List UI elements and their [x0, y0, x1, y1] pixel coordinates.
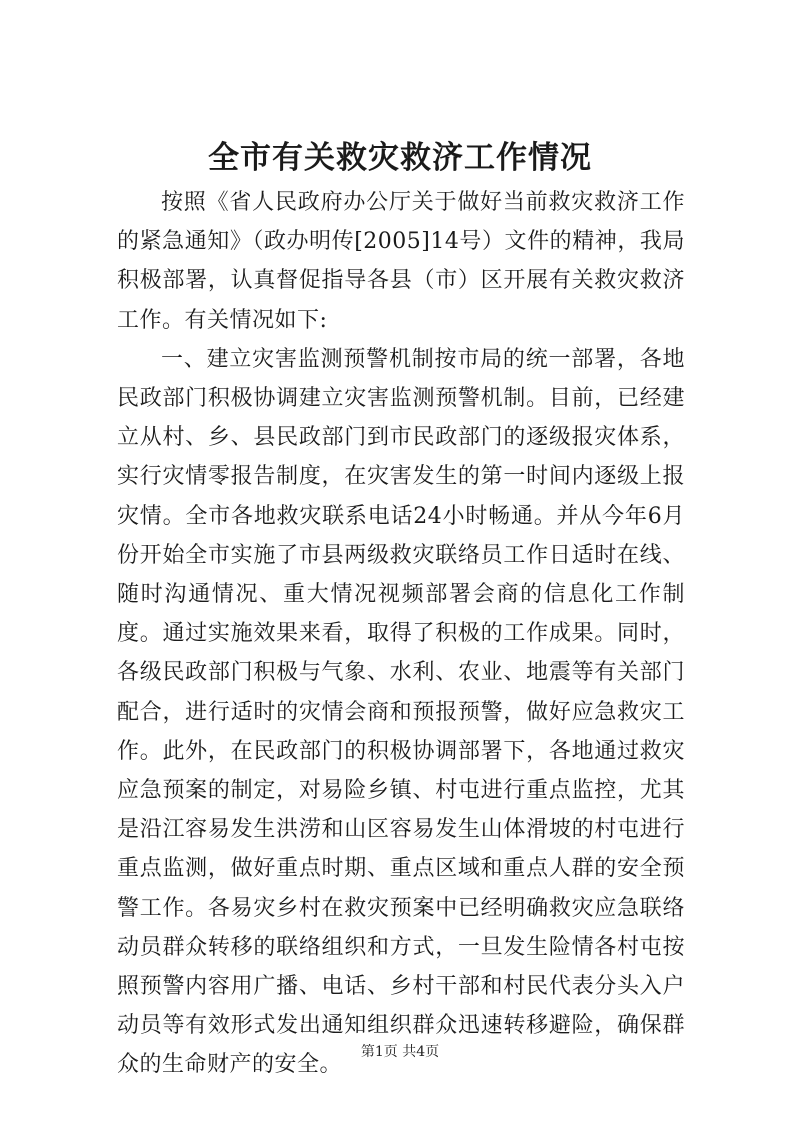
- page-number: 第1页 共4页: [360, 1044, 440, 1060]
- paragraph-intro: 按照《省人民政府办公厅关于做好当前救灾救济工作的紧急通知》（政办明传[2005]14号）文件的精神，我局积极部署，认真督促指导各县（市）区开展有关救灾救济工作。有关情况如下:: [117, 190, 685, 333]
- paragraph-section-1: 一、建立灾害监测预警机制按市局的统一部署，各地民政部门积极协调建立灾害监测预警机制。目前，已经建立从村、乡、县民政部门到市民政部门的逐级报灾体系，实行灾情零报告制度，在灾害发生的第一时间内逐级上报灾情。全市各地救灾联系电话24小时畅通。并从今年6月份开始全市实施了市县两级救灾联络员工作日适时在线、随时沟通情况、重大情况视频部署会商的信息化工作制度。通过实施效果来看，取得了积极的工作成果。同时，各级民政部门积极与气象、水利、农业、地震等有关部门配合，进行适时的灾情会商和预报预警，做好应急救灾工作。此外，在民政部门的积极协调部署下，各地通过救灾应急预案的制定，对易险乡镇、村屯进行重点监控，尤其是沿江容易发生洪涝和山区容易发生山体滑坡的村屯进行重点监测，做好重点时期、重点区域和重点人群的安全预警工作。各易灾乡村在救灾预案中已经明确救灾应急联络动员群众转移的联络组织和方式，一旦发生险情各村屯按照预警内容用广播、电话、乡村干部和村民代表分头入户动员等有效形式发出通知组织群众迅速转移避险，确保群众的生命财产的安全。: [117, 346, 685, 1078]
- document-body: [117, 183, 685, 1085]
- document-title: 全市有关救灾救济工作情况: [208, 140, 592, 176]
